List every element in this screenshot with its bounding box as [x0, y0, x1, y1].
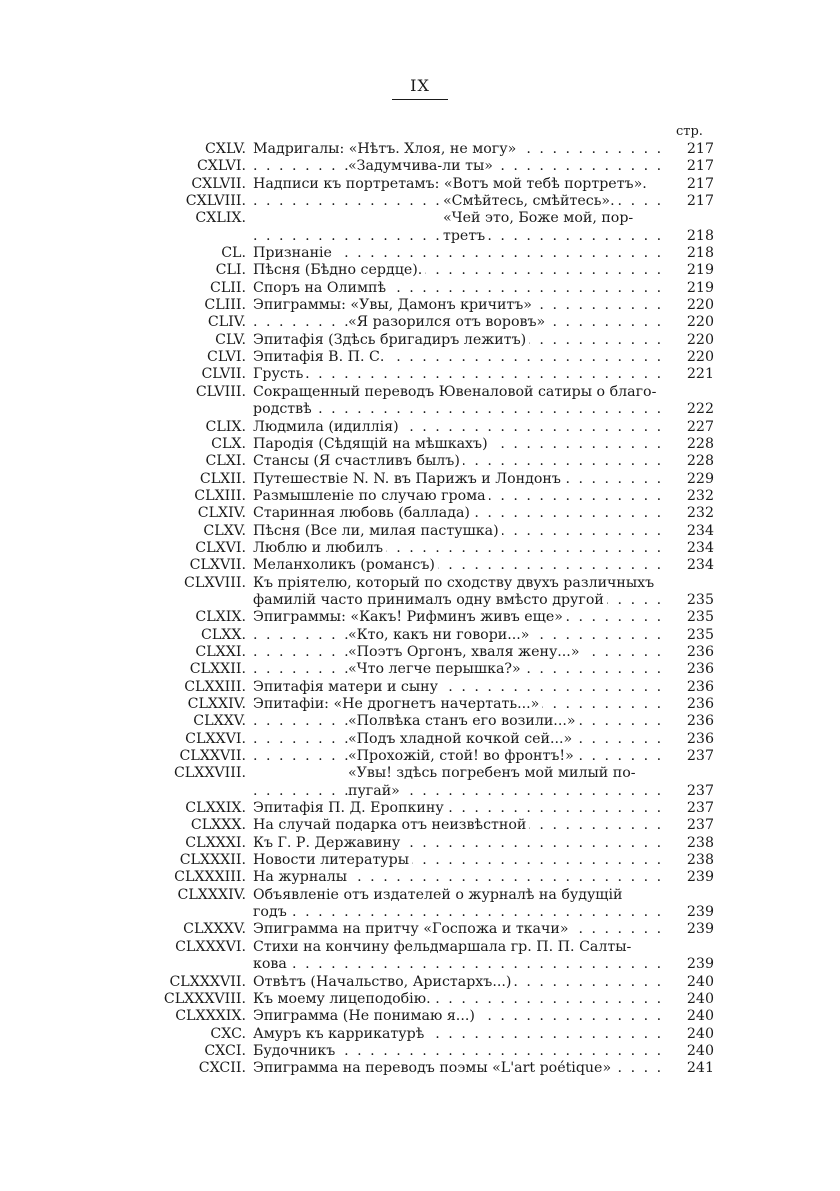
- entry-number: CL.: [221, 245, 246, 262]
- entry-page: 237: [686, 748, 714, 765]
- entry-number: CLXXXVII.: [169, 973, 246, 990]
- entry-title-text: фамилій часто принималъ одну вмѣсто другой: [253, 592, 607, 608]
- toc-entry: [150, 384, 714, 401]
- toc-entry: [150, 696, 714, 713]
- entry-title-text: Пѣсня (Все ли, милая пастушка): [253, 523, 502, 539]
- entry-title: [253, 419, 668, 436]
- toc-entry: [150, 713, 714, 730]
- entry-title-text: Новости литературы: [253, 852, 412, 868]
- entry-number: CLXIV.: [197, 505, 246, 522]
- entry-number: CLXXXIV.: [177, 886, 246, 903]
- entry-page: 219: [686, 262, 714, 279]
- toc-entry: [150, 869, 714, 886]
- entry-page: 239: [686, 921, 714, 938]
- entry-number: CLXXVI.: [185, 730, 246, 747]
- toc-entry: [150, 904, 714, 921]
- entry-number: CXLV.: [205, 141, 246, 157]
- entry-page: 237: [686, 800, 714, 817]
- entry-page: 218: [686, 245, 714, 262]
- entry-title: [253, 869, 668, 886]
- entry-number: CLIX.: [205, 418, 246, 435]
- entry-number: CLXVII.: [189, 557, 246, 574]
- entry-title: [253, 297, 668, 314]
- entry-number: CLXXIV.: [187, 696, 246, 712]
- entry-title: [253, 1026, 668, 1043]
- toc-entry: [150, 956, 714, 973]
- toc-entry: [150, 974, 714, 991]
- entry-title: [253, 1043, 668, 1060]
- entry-page: 218: [686, 227, 714, 244]
- entry-title-text: Объявленіе отъ издателей о журналѣ на будущій: [253, 887, 626, 903]
- entry-page: [668, 887, 714, 904]
- entry-title: [253, 748, 668, 765]
- entry-number: CLXXIII.: [184, 678, 246, 695]
- entry-title-text: «Прохожій, стой! во фронтъ!»: [348, 748, 577, 764]
- entry-title-text: «Подъ хладной кочкой сей...»: [348, 731, 575, 747]
- entry-page: [668, 765, 714, 782]
- entry-number: CXLVIII.: [185, 193, 246, 210]
- entry-page: 236: [686, 643, 714, 660]
- entry-title: [253, 592, 668, 609]
- toc-entry: [150, 488, 714, 505]
- toc-entry: [150, 141, 714, 158]
- entry-title: [253, 332, 668, 349]
- entry-number: CLXVIII.: [184, 574, 246, 591]
- entry-page: 237: [686, 817, 714, 834]
- entry-title-text: Эпитафія матери и сыну: [253, 679, 441, 695]
- entry-title: [253, 661, 668, 678]
- entry-page: 241: [686, 1060, 714, 1077]
- entry-title-text: Стансы (Я счастливъ былъ): [253, 453, 463, 469]
- entry-title-text: пугай»: [348, 783, 403, 799]
- toc-entry: [150, 817, 714, 834]
- entry-number: CXCI.: [204, 1042, 246, 1059]
- entry-page: [668, 575, 714, 592]
- entry-number: [150, 904, 253, 921]
- entry-page: 238: [686, 834, 714, 851]
- toc-entry: [150, 349, 714, 366]
- entry-title: [253, 1008, 668, 1025]
- entry-title: [253, 401, 668, 418]
- entry-number: CLXXXIII.: [174, 869, 246, 886]
- entry-title: [253, 262, 668, 279]
- entry-title: [253, 280, 668, 297]
- entry-title: [253, 731, 668, 748]
- toc-entry: [150, 800, 714, 817]
- entry-number: CLII.: [210, 279, 246, 296]
- entry-title: [253, 228, 668, 245]
- entry-title-text: Мадригалы: «Нѣтъ. Хлоя, не могу»: [253, 141, 519, 157]
- entry-title-text: Пѣсня (Бѣдно сердце).: [253, 262, 425, 278]
- entry-title-text: Къ пріятелю, который по сходству двухъ различныхъ: [253, 575, 657, 591]
- entry-title-text: Признаніе: [253, 245, 335, 261]
- toc-entry: [150, 939, 714, 956]
- entry-page: 220: [686, 297, 714, 314]
- entry-title: [253, 158, 668, 175]
- entry-title-text: Эпитафія (Здѣсь бригадиръ лежитъ): [253, 332, 529, 348]
- entry-number: CLXXXV.: [183, 921, 246, 938]
- toc-entry: [150, 644, 714, 661]
- toc-entry: [150, 627, 714, 644]
- entry-title-text: Эпиграмма на притчу «Госпожа и ткачи»: [253, 921, 572, 937]
- entry-page: 240: [686, 1008, 714, 1025]
- entry-page: [668, 939, 714, 956]
- entry-title-text: Эпиграммы: «Увы, Дамонъ кричитъ»: [253, 297, 535, 313]
- entry-title: [253, 817, 668, 834]
- entry-page: 239: [686, 956, 714, 973]
- entry-page: 222: [686, 401, 714, 418]
- entry-title-text: третъ: [443, 228, 488, 244]
- entry-number: CLVI.: [207, 349, 246, 366]
- entry-title: [253, 384, 668, 401]
- entry-number: CLXXX.: [190, 817, 246, 834]
- entry-title-text: Путешествіе N. N. въ Парижъ и Лондонъ: [253, 471, 564, 487]
- toc-entry: [150, 401, 714, 418]
- toc-entry: [150, 921, 714, 938]
- toc-entry: [150, 314, 714, 331]
- toc-entry: [150, 210, 714, 227]
- entry-title: [253, 141, 668, 158]
- entry-page: 220: [686, 349, 714, 366]
- toc-entry: [150, 557, 714, 574]
- entry-page: 220: [686, 331, 714, 348]
- entry-number: CLXXXVI.: [175, 938, 246, 955]
- toc-entry: [150, 609, 714, 626]
- entry-title: [253, 1060, 668, 1077]
- toc-entry: [150, 679, 714, 696]
- entry-title-text: «Кто, какъ ни говори...»: [348, 627, 532, 643]
- entry-number: [150, 783, 253, 800]
- entry-title-text: Амуръ къ каррикатурѣ: [253, 1026, 427, 1042]
- entry-page: 236: [686, 713, 714, 730]
- entry-title-text: «Задумчива-ли ты»: [348, 158, 496, 174]
- entry-title: [253, 176, 668, 193]
- entry-title: [253, 991, 668, 1008]
- entry-title: [253, 366, 668, 383]
- entry-title: [253, 314, 668, 331]
- toc-entry: [150, 835, 714, 852]
- toc-entry: [150, 505, 714, 522]
- entry-title: [253, 713, 668, 730]
- entry-number: CLIII.: [204, 297, 246, 314]
- entry-title: [253, 800, 668, 817]
- entry-page: 234: [686, 557, 714, 574]
- toc-entry: [150, 540, 714, 557]
- entry-page: 217: [686, 158, 714, 175]
- entry-title: [253, 679, 668, 696]
- entry-title-text: «Поэтъ Оргонъ, хваля жену...»: [348, 644, 583, 660]
- entry-title: [253, 436, 668, 453]
- entry-title: [253, 523, 668, 540]
- entry-number: CLXXXI.: [185, 834, 246, 851]
- entry-page: 235: [686, 591, 714, 608]
- entry-number: CLXII.: [199, 470, 246, 487]
- table-of-contents: [150, 141, 714, 1078]
- page-column-label: стр.: [676, 124, 703, 139]
- entry-page: 235: [686, 609, 714, 626]
- toc-entry: [150, 1008, 714, 1025]
- entry-title-text: «Полвѣка станъ его возили...»: [348, 713, 579, 729]
- toc-entry: [150, 297, 714, 314]
- entry-page: 238: [686, 852, 714, 869]
- toc-entry: [150, 887, 714, 904]
- entry-title: [253, 488, 668, 505]
- entry-page: [668, 384, 714, 401]
- entry-title-text: Эпитафія В. П. С.: [253, 349, 387, 365]
- entry-title: [253, 765, 668, 782]
- entry-title-text: Эпиграммы: «Какъ! Рифминъ живъ еще»: [253, 609, 566, 625]
- entry-number: CLXXXVIII.: [163, 990, 246, 1007]
- entry-number: CLXXVII.: [179, 748, 246, 765]
- entry-title-text: Людмила (идиллія): [253, 419, 402, 435]
- entry-number: CLXIII.: [194, 487, 246, 504]
- toc-entry: [150, 1043, 714, 1060]
- toc-entry: [150, 193, 714, 210]
- entry-page: 217: [686, 175, 714, 192]
- entry-title: [253, 644, 668, 661]
- toc-entry: [150, 731, 714, 748]
- entry-page: 235: [686, 626, 714, 643]
- entry-page: 239: [686, 869, 714, 886]
- entry-title: [253, 852, 668, 869]
- entry-number: CXLVI.: [196, 158, 246, 175]
- entry-title: [253, 904, 668, 921]
- entry-page: 236: [686, 696, 714, 712]
- entry-page: 227: [686, 418, 714, 435]
- entry-title-text: Эпиграмма (Не понимаю я...): [253, 1008, 478, 1024]
- page-number: IX: [410, 76, 430, 95]
- entry-page: 236: [686, 678, 714, 695]
- entry-title: [253, 557, 668, 574]
- entry-page: 236: [686, 661, 714, 678]
- entry-number: CLXXII.: [189, 661, 246, 678]
- toc-entry: [150, 592, 714, 609]
- entry-title-text: «Смѣйтесь, смѣйтесь».: [443, 193, 618, 209]
- toc-entry: [150, 176, 714, 193]
- entry-title: [253, 609, 668, 626]
- entry-number: CLXXXII.: [179, 852, 246, 869]
- entry-number: CLV.: [215, 331, 246, 348]
- entry-number: CLXXXIX.: [175, 1008, 246, 1025]
- entry-title: [253, 505, 668, 522]
- toc-entry: [150, 436, 714, 453]
- entry-page: 237: [686, 782, 714, 799]
- entry-number: CLXXV.: [193, 713, 246, 730]
- entry-number: CLVII.: [201, 366, 246, 383]
- entry-number: CXC.: [210, 1025, 246, 1042]
- entry-page: 240: [686, 990, 714, 1007]
- entry-title: [253, 783, 668, 800]
- entry-number: CLXX.: [201, 626, 246, 643]
- entry-page: 240: [686, 973, 714, 990]
- entry-title: [253, 540, 668, 557]
- entry-title-text: Грусть: [253, 366, 306, 382]
- toc-entry: [150, 245, 714, 262]
- toc-entry: [150, 748, 714, 765]
- entry-number: CLI.: [215, 262, 246, 279]
- toc-entry: [150, 158, 714, 175]
- entry-title-text: «Чей это, Боже мой, пор-: [443, 210, 636, 226]
- entry-number: [150, 592, 253, 609]
- entry-title-text: Споръ на Олимпѣ: [253, 280, 389, 296]
- entry-number: [150, 401, 253, 418]
- entry-page: 234: [686, 539, 714, 556]
- entry-title-text: Эпиграмма на переводъ поэмы «L'art poétique»: [253, 1060, 614, 1076]
- entry-title: [253, 575, 668, 592]
- entry-title-text: Люблю и любилъ: [253, 540, 386, 556]
- toc-entry: [150, 523, 714, 540]
- entry-title-text: Эпитафія П. Д. Еропкину: [253, 800, 447, 816]
- entry-title: [253, 210, 668, 227]
- entry-page: [668, 210, 714, 227]
- entry-title: [253, 193, 668, 210]
- entry-title-text: кова: [253, 956, 290, 972]
- entry-title-text: «Увы! здѣсь погребенъ мой милый по-: [348, 765, 639, 781]
- entry-title-text: годъ: [253, 904, 290, 920]
- entry-title: [253, 835, 668, 852]
- toc-entry: [150, 765, 714, 782]
- entry-title: [253, 956, 668, 973]
- toc-entry: [150, 280, 714, 297]
- toc-entry: [150, 661, 714, 678]
- entry-title-text: Меланхоликъ (романсъ): [253, 557, 438, 573]
- entry-title-text: Къ моему лицеподобію.: [253, 991, 434, 1007]
- entry-page: 219: [686, 279, 714, 296]
- entry-title: [253, 974, 668, 991]
- entry-page: 217: [686, 193, 714, 210]
- toc-entry: [150, 471, 714, 488]
- entry-title-text: Сокращенный переводъ Ювеналовой сатиры о благо-: [253, 384, 659, 400]
- toc-entry: [150, 228, 714, 245]
- entry-title-text: Эпитафіи: «Не дрогнетъ начертать...»: [253, 696, 542, 712]
- toc-entry: [150, 332, 714, 349]
- entry-title: [253, 887, 668, 904]
- entry-number: CLX.: [211, 435, 246, 452]
- entry-title-text: Будочникъ: [253, 1043, 338, 1059]
- entry-page: 240: [686, 1025, 714, 1042]
- entry-page: 236: [686, 730, 714, 747]
- entry-title-text: Пародія (Сѣдящій на мѣшкахъ): [253, 436, 491, 452]
- entry-title: [253, 696, 668, 713]
- entry-title-text: «Я разорился отъ воровъ»: [348, 314, 548, 330]
- entry-page: 232: [686, 505, 714, 522]
- toc-entry: [150, 453, 714, 470]
- entry-page: 228: [686, 435, 714, 452]
- entry-title-text: Старинная любовь (баллада): [253, 505, 473, 521]
- toc-entry: [150, 1060, 714, 1077]
- entry-number: CLXV.: [203, 522, 246, 539]
- entry-number: CLVIII.: [195, 383, 246, 400]
- toc-entry: [150, 575, 714, 592]
- entry-page: 229: [686, 470, 714, 487]
- entry-page: 239: [686, 904, 714, 921]
- entry-title-text: Надписи къ портретамъ: «Вотъ мой тебѣ портретъ».: [253, 176, 650, 192]
- entry-number: CXLVII.: [191, 175, 246, 192]
- entry-title: [253, 471, 668, 488]
- entry-title: [253, 939, 668, 956]
- entry-title: [253, 349, 668, 366]
- entry-page: 220: [686, 314, 714, 331]
- entry-number: CLXI.: [205, 453, 246, 470]
- entry-page: 221: [686, 366, 714, 383]
- toc-entry: [150, 783, 714, 800]
- header-rule: [392, 99, 448, 100]
- entry-title-text: Размышленіе по случаю грома: [253, 488, 489, 504]
- toc-entry: [150, 419, 714, 436]
- entry-title-text: Къ Г. Р. Державину: [253, 835, 403, 851]
- entry-page: 232: [686, 487, 714, 504]
- toc-entry: [150, 262, 714, 279]
- toc-entry: [150, 852, 714, 869]
- entry-page: 217: [686, 141, 714, 157]
- entry-title-text: Отвѣтъ (Начальство, Аристархъ...): [253, 974, 514, 990]
- entry-page: 234: [686, 522, 714, 539]
- entry-number: CLXXVIII.: [173, 765, 246, 782]
- entry-number: [150, 228, 253, 245]
- entry-number: CLXXI.: [195, 643, 246, 660]
- entry-title: [253, 921, 668, 938]
- entry-title: [253, 453, 668, 470]
- entry-title: [253, 627, 668, 644]
- entry-page: 228: [686, 453, 714, 470]
- entry-title-text: родствѣ: [253, 401, 315, 417]
- entry-title-text: «Что легче перышка?»: [348, 661, 524, 677]
- toc-entry: [150, 991, 714, 1008]
- toc-entry: [150, 1026, 714, 1043]
- entry-number: CLXIX.: [195, 609, 246, 626]
- entry-number: CLXVI.: [195, 539, 246, 556]
- entry-title: [253, 245, 668, 262]
- entry-title-text: На случай подарка отъ неизвѣстной: [253, 817, 529, 833]
- entry-number: CLIV.: [207, 314, 246, 331]
- entry-title-text: Стихи на кончину фельдмаршала гр. П. П. Салты-: [253, 939, 634, 955]
- entry-number: CXCII.: [198, 1060, 246, 1077]
- entry-title-text: На журналы: [253, 869, 350, 885]
- entry-number: CXLIX.: [195, 210, 246, 227]
- entry-number: [150, 956, 253, 973]
- entry-page: 240: [686, 1042, 714, 1059]
- entry-number: CLXXIX.: [185, 800, 246, 817]
- toc-entry: [150, 366, 714, 383]
